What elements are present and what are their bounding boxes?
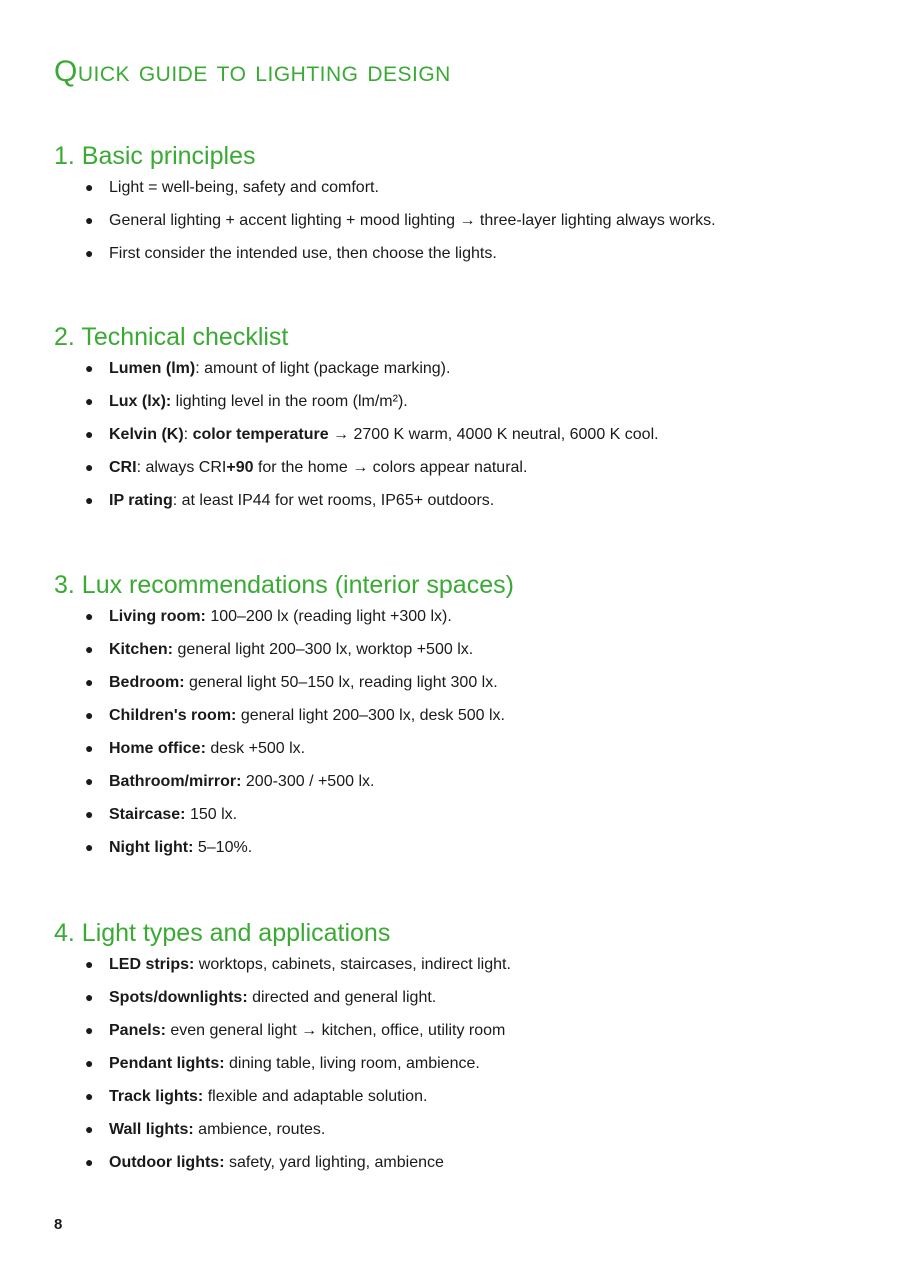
- item-term: IP rating: [109, 492, 173, 509]
- bullet-icon: ●: [85, 426, 94, 442]
- item-term: Living room:: [109, 608, 206, 625]
- bullet-icon: ●: [85, 674, 94, 690]
- bullet-icon: ●: [85, 608, 94, 624]
- item-term: Bedroom:: [109, 674, 185, 691]
- list-item: [54, 237, 854, 270]
- item-text: 100–200 lx (reading light +300 lx).: [205, 608, 452, 625]
- bullet-icon: ●: [85, 179, 94, 195]
- list-item: [54, 418, 854, 451]
- item-term: Panels:: [109, 1022, 166, 1039]
- item-text: directed and general light.: [247, 989, 437, 1006]
- bullet-icon: ●: [85, 1055, 94, 1071]
- bullet-icon: ●: [85, 459, 94, 475]
- item-text-secondary: → 2700 K warm, 4000 K neutral, 6000 K cool.: [328, 426, 659, 443]
- list-item: [54, 831, 854, 864]
- section-lux-recommendations: [54, 570, 854, 864]
- list-item: [54, 1146, 854, 1179]
- list-item: [54, 484, 854, 517]
- section-heading: 2. Technical checklist: [54, 323, 289, 351]
- bullet-list: [54, 171, 854, 270]
- item-text: : always CRI: [136, 459, 227, 476]
- list-item: [54, 204, 854, 237]
- item-text: general light 50–150 lx, reading light 300 lx.: [184, 674, 498, 691]
- list-item: [54, 352, 854, 385]
- bullet-list: [54, 352, 854, 517]
- list-item: [54, 798, 854, 831]
- item-text: worktops, cabinets, staircases, indirect light.: [194, 956, 511, 973]
- bullet-icon: ●: [85, 1154, 94, 1170]
- item-text: 200-300 / +500 lx.: [241, 773, 375, 790]
- item-term: Track lights:: [109, 1088, 204, 1105]
- item-text: even general light → kitchen, office, utility room: [165, 1022, 506, 1039]
- item-term: Staircase:: [109, 806, 186, 823]
- item-text-secondary: for the home → colors appear natural.: [253, 459, 528, 476]
- item-term: LED strips:: [109, 956, 195, 973]
- item-term: Outdoor lights:: [109, 1154, 225, 1171]
- list-item: [54, 600, 854, 633]
- item-text: general light 200–300 lx, worktop +500 lx.: [173, 641, 474, 658]
- bullet-list: [54, 948, 854, 1179]
- bullet-icon: ●: [85, 212, 94, 228]
- bullet-icon: ●: [85, 773, 94, 789]
- page-title: Quick guide to lighting design: [54, 55, 451, 88]
- item-text: : at least IP44 for wet rooms, IP65+ outdoors.: [172, 492, 495, 509]
- item-term: Wall lights:: [109, 1121, 194, 1138]
- list-item: [54, 1047, 854, 1080]
- item-term-secondary: color temperature: [192, 426, 329, 443]
- bullet-icon: ●: [85, 1022, 94, 1038]
- bullet-list: [54, 600, 854, 864]
- section-heading: 1. Basic principles: [54, 142, 256, 170]
- bullet-icon: ●: [85, 956, 94, 972]
- list-item: [54, 1080, 854, 1113]
- list-item: [54, 1014, 854, 1047]
- item-term: Children's room:: [109, 707, 237, 724]
- bullet-icon: ●: [85, 492, 94, 508]
- item-term: Night light:: [109, 839, 194, 856]
- list-item: [54, 1113, 854, 1146]
- item-text: General lighting + accent lighting + mood lighting → three-layer lighting always works.: [109, 212, 716, 229]
- list-item: [54, 666, 854, 699]
- bullet-icon: ●: [85, 1088, 94, 1104]
- section-technical-checklist: [54, 322, 854, 517]
- bullet-icon: ●: [85, 641, 94, 657]
- list-item: [54, 765, 854, 798]
- item-term: CRI: [109, 459, 137, 476]
- item-text: 5–10%.: [193, 839, 253, 856]
- item-term: Lux (lx):: [109, 393, 172, 410]
- item-term-secondary: +90: [226, 459, 254, 476]
- list-item: [54, 981, 854, 1014]
- bullet-icon: ●: [85, 740, 94, 756]
- item-term: Lumen (lm): [109, 360, 196, 377]
- item-text: ambience, routes.: [193, 1121, 326, 1138]
- item-term: Bathroom/mirror:: [109, 773, 242, 790]
- item-text: : amount of light (package marking).: [195, 360, 451, 377]
- page-number: 8: [54, 1216, 63, 1233]
- bullet-icon: ●: [85, 989, 94, 1005]
- item-term: Spots/downlights:: [109, 989, 248, 1006]
- section-heading: 3. Lux recommendations (interior spaces): [54, 571, 514, 599]
- bullet-icon: ●: [85, 360, 94, 376]
- item-text: safety, yard lighting, ambience: [224, 1154, 444, 1171]
- section-heading: 4. Light types and applications: [54, 919, 391, 947]
- item-text: lighting level in the room (lm/m²).: [171, 393, 408, 410]
- item-term: Kelvin (K): [109, 426, 184, 443]
- item-text: general light 200–300 lx, desk 500 lx.: [236, 707, 505, 724]
- item-text: dining table, living room, ambience.: [224, 1055, 480, 1072]
- item-term: Kitchen:: [109, 641, 173, 658]
- section-basic-principles: [54, 141, 854, 270]
- bullet-icon: ●: [85, 1121, 94, 1137]
- item-text: Light = well-being, safety and comfort.: [109, 179, 379, 196]
- bullet-icon: ●: [85, 393, 94, 409]
- list-item: [54, 451, 854, 484]
- item-text: 150 lx.: [185, 806, 238, 823]
- list-item: [54, 699, 854, 732]
- list-item: [54, 171, 854, 204]
- list-item: [54, 948, 854, 981]
- list-item: [54, 732, 854, 765]
- item-term: Pendant lights:: [109, 1055, 225, 1072]
- item-text: :: [183, 426, 193, 443]
- item-term: Home office:: [109, 740, 206, 757]
- list-item: [54, 385, 854, 418]
- bullet-icon: ●: [85, 806, 94, 822]
- item-text: desk +500 lx.: [205, 740, 306, 757]
- list-item: [54, 633, 854, 666]
- bullet-icon: ●: [85, 245, 94, 261]
- item-text: flexible and adaptable solution.: [203, 1088, 428, 1105]
- item-text: First consider the intended use, then choose the lights.: [109, 245, 497, 262]
- bullet-icon: ●: [85, 839, 94, 855]
- bullet-icon: ●: [85, 707, 94, 723]
- section-light-types: [54, 918, 854, 1179]
